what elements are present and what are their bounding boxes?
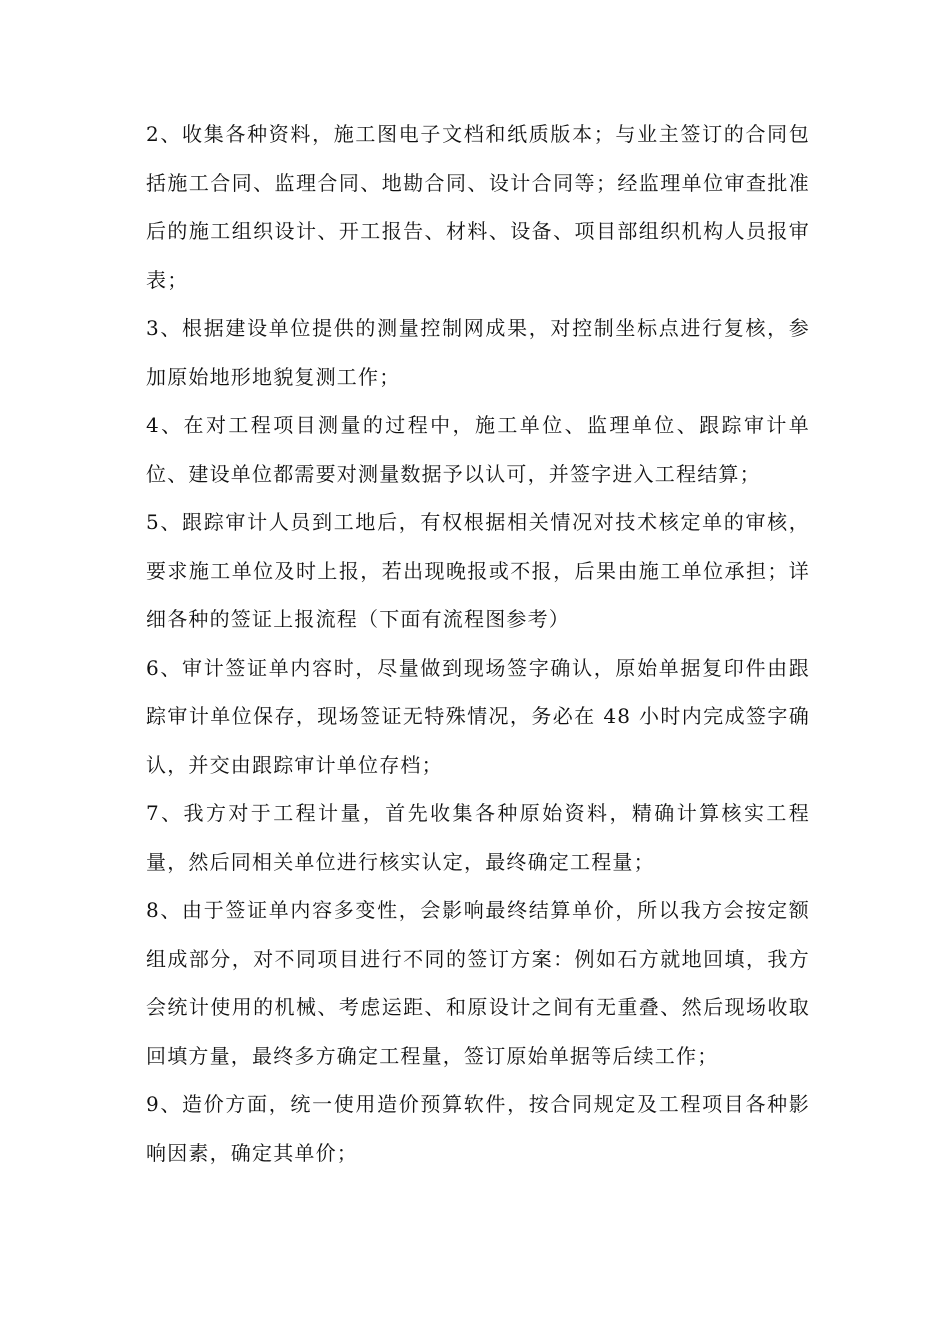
paragraph-item-6: 6、审计签证单内容时，尽量做到现场签字确认，原始单据复印件由跟踪审计单位保存，现场签证无特殊情况，务必在 48 小时内完成签字确认，并交由跟踪审计单位存档；: [146, 655, 810, 777]
paragraph-item-7: 7、我方对于工程计量，首先收集各种原始资料，精确计算核实工程量，然后同相关单位进行核实认定，最终确定工程量；: [146, 801, 810, 874]
paragraph-item-3: 3、根据建设单位提供的测量控制网成果，对控制坐标点进行复核，参加原始地形地貌复测工作；: [146, 316, 810, 389]
paragraph-item-9: 9、造价方面，统一使用造价预算软件，按合同规定及工程项目各种影响因素，确定其单价；: [146, 1092, 810, 1165]
paragraph-item-4: 4、在对工程项目测量的过程中，施工单位、监理单位、跟踪审计单位、建设单位都需要对测量数据予以认可，并签字进入工程结算；: [146, 413, 810, 486]
paragraph-item-5: 5、跟踪审计人员到工地后，有权根据相关情况对技术核定单的审核，要求施工单位及时上报，若出现晚报或不报，后果由施工单位承担；详细各种的签证上报流程（下面有流程图参考）: [146, 510, 810, 631]
paragraph-item-2: 2、收集各种资料，施工图电子文档和纸质版本；与业主签订的合同包括施工合同、监理合同、地勘合同、设计合同等；经监理单位审查批准后的施工组织设计、开工报告、材料、设备、项目部组织机构人员报审表；: [146, 122, 810, 292]
paragraph-item-8: 8、由于签证单内容多变性，会影响最终结算单价，所以我方会按定额组成部分，对不同项目进行不同的签订方案：例如石方就地回填，我方会统计使用的机械、考虑运距、和原设计之间有无重叠、然后现场收取回填方量，最终多方确定工程量，签订原始单据等后续工作；: [146, 898, 810, 1068]
document-body: [146, 110, 810, 1177]
